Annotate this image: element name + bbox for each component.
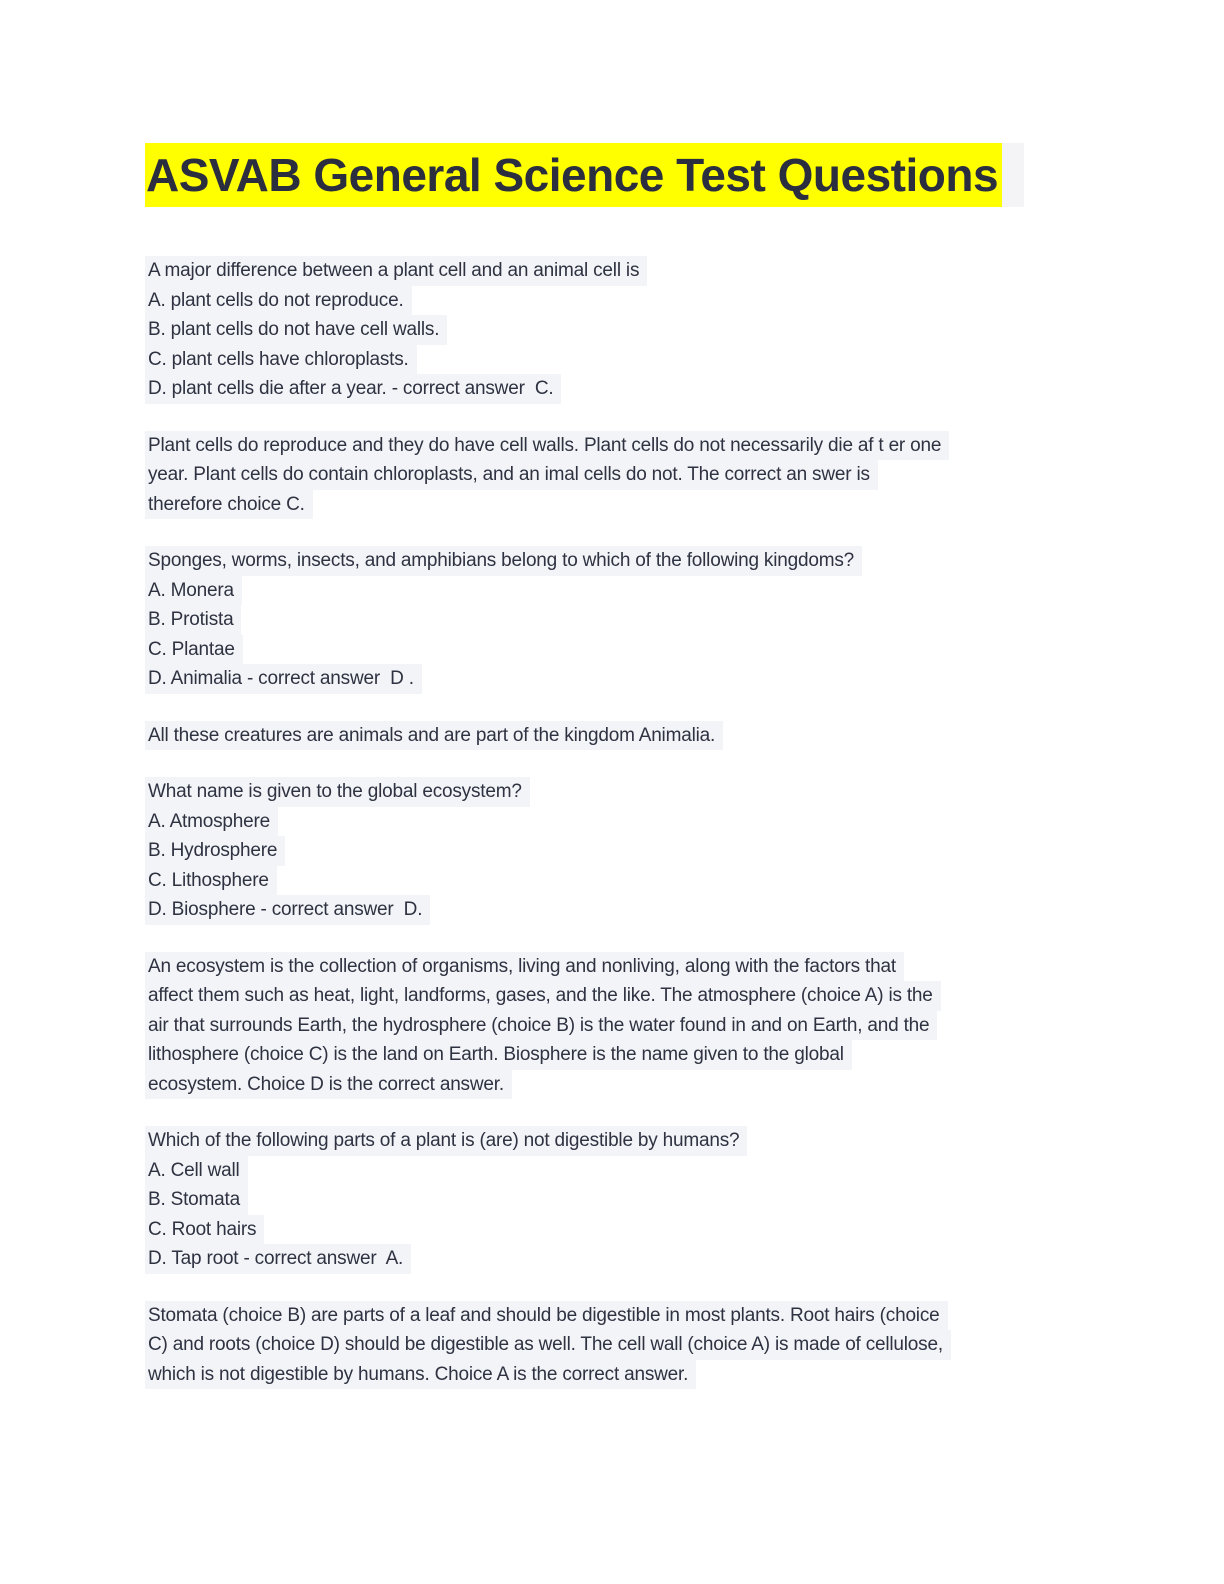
text-line (145, 1185, 1164, 1215)
highlighted-text: All these creatures are animals and are part of the kingdom Animalia. (145, 721, 723, 751)
explanation-block (145, 721, 1164, 751)
highlighted-text: C. Root hairs (145, 1215, 264, 1245)
highlighted-text: A. Monera (145, 576, 242, 606)
document-body (145, 256, 1164, 1389)
highlighted-text: D. Biosphere - correct answer D. (145, 895, 430, 925)
highlighted-text: affect them such as heat, light, landforms, gases, and the like. The atmosphere (choice A) is the (145, 981, 941, 1011)
highlighted-text: therefore choice C. (145, 490, 313, 520)
text-line (145, 460, 1164, 490)
highlighted-text: Plant cells do reproduce and they do have cell walls. Plant cells do not necessarily die af t er one (145, 431, 949, 461)
highlighted-text: air that surrounds Earth, the hydrosphere (choice B) is the water found in and on Earth, and the (145, 1011, 937, 1041)
text-line (145, 315, 1164, 345)
highlighted-text: C. Lithosphere (145, 866, 277, 896)
highlighted-text: A major difference between a plant cell and an animal cell is (145, 256, 647, 286)
text-line (145, 1156, 1164, 1186)
highlighted-text: B. Stomata (145, 1185, 248, 1215)
text-line (145, 1040, 1164, 1070)
text-line (145, 664, 1164, 694)
explanation-block (145, 952, 1164, 1100)
question-block (145, 1126, 1164, 1274)
text-line (145, 836, 1164, 866)
highlighted-text: ecosystem. Choice D is the correct answer. (145, 1070, 512, 1100)
highlighted-text: A. plant cells do not reproduce. (145, 286, 412, 316)
text-line (145, 490, 1164, 520)
text-line (145, 1215, 1164, 1245)
text-line (145, 1244, 1164, 1274)
text-line (145, 345, 1164, 375)
text-line (145, 1070, 1164, 1100)
highlighted-text: D. Tap root - correct answer A. (145, 1244, 411, 1274)
document-title: ASVAB General Science Test Questions (145, 143, 1002, 207)
text-line (145, 286, 1164, 316)
text-line (145, 431, 1164, 461)
text-line (145, 721, 1164, 751)
highlighted-text: B. Hydrosphere (145, 836, 285, 866)
text-line (145, 635, 1164, 665)
highlighted-text: A. Atmosphere (145, 807, 278, 837)
text-line (145, 256, 1164, 286)
text-line (145, 866, 1164, 896)
highlighted-text: Sponges, worms, insects, and amphibians belong to which of the following kingdoms? (145, 546, 862, 576)
text-line (145, 777, 1164, 807)
explanation-block (145, 431, 1164, 520)
highlighted-text: C) and roots (choice D) should be digestible as well. The cell wall (choice A) is made of cellulose, (145, 1330, 951, 1360)
explanation-block (145, 1301, 1164, 1390)
highlighted-text: D. plant cells die after a year. - correct answer C. (145, 374, 561, 404)
highlighted-text: Which of the following parts of a plant is (are) not digestible by humans? (145, 1126, 747, 1156)
text-line (145, 895, 1164, 925)
text-line (145, 1126, 1164, 1156)
highlighted-text: A. Cell wall (145, 1156, 248, 1186)
text-line (145, 576, 1164, 606)
question-block (145, 777, 1164, 925)
highlighted-text: C. plant cells have chloroplasts. (145, 345, 417, 375)
highlighted-text: Stomata (choice B) are parts of a leaf and should be digestible in most plants. Root hairs (choice (145, 1301, 948, 1331)
text-line (145, 1011, 1164, 1041)
highlighted-text: What name is given to the global ecosystem? (145, 777, 530, 807)
text-line (145, 374, 1164, 404)
highlighted-text: year. Plant cells do contain chloroplasts, and an imal cells do not. The correct an swer is (145, 460, 878, 490)
title-row (145, 143, 1164, 207)
text-line (145, 605, 1164, 635)
question-block (145, 546, 1164, 694)
highlighted-text: B. plant cells do not have cell walls. (145, 315, 447, 345)
text-line (145, 807, 1164, 837)
highlighted-text: C. Plantae (145, 635, 243, 665)
highlighted-text: An ecosystem is the collection of organisms, living and nonliving, along with the factors that (145, 952, 904, 982)
text-line (145, 981, 1164, 1011)
highlighted-text: lithosphere (choice C) is the land on Earth. Biosphere is the name given to the global (145, 1040, 852, 1070)
highlighted-text: which is not digestible by humans. Choice A is the correct answer. (145, 1360, 696, 1390)
text-line (145, 1360, 1164, 1390)
question-block (145, 256, 1164, 404)
text-line (145, 952, 1164, 982)
text-line (145, 1330, 1164, 1360)
text-line (145, 1301, 1164, 1331)
highlighted-text: D. Animalia - correct answer D . (145, 664, 422, 694)
title-trailing-highlight (1002, 143, 1024, 207)
highlighted-text: B. Protista (145, 605, 241, 635)
text-line (145, 546, 1164, 576)
